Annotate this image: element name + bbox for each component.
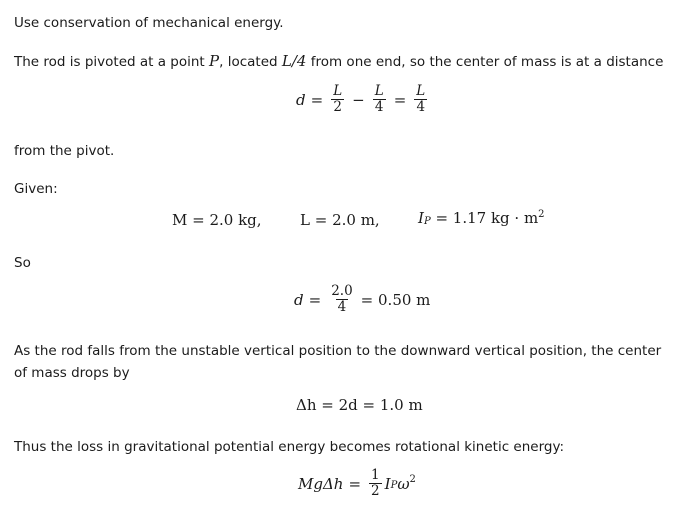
eq-d-lhs: d: [294, 290, 304, 309]
frac-den: 4: [374, 99, 384, 115]
equation-d-value: [294, 284, 430, 315]
frac-den: 2: [371, 483, 380, 499]
pivot-sentence: [14, 50, 663, 73]
frac-den: 4: [337, 299, 347, 315]
length-value: L = 2.0 m,: [300, 211, 380, 229]
pivot-point-symbol: P: [209, 52, 220, 70]
inertia-symbol: I: [418, 209, 424, 227]
inertia-subscript: P: [390, 480, 398, 491]
inertia-value: = 1.17 kg · m: [430, 209, 539, 227]
frac-num: 2.0: [331, 283, 353, 299]
omega-symbol: ω: [397, 474, 410, 493]
given-mass: [172, 211, 262, 229]
mass-value: M = 2.0 kg,: [172, 211, 262, 229]
inertia-exponent: 2: [538, 209, 545, 220]
equation-delta-h: [296, 396, 423, 414]
eq-minus: −: [352, 90, 365, 109]
energy-lhs: MgΔh: [298, 474, 344, 493]
inertia-subscript: P: [423, 216, 431, 227]
fraction-l-over-4: [373, 84, 386, 115]
frac-den: 4: [416, 99, 426, 115]
equation-energy: [298, 468, 416, 499]
frac-num: L: [333, 83, 343, 99]
fraction-one-half: [369, 468, 382, 499]
pivot-mid: , located: [219, 54, 282, 70]
eq-equals: =: [310, 90, 324, 109]
fraction-l-over-2: [331, 84, 344, 115]
delta-h-text: Δh = 2d = 1.0 m: [296, 396, 423, 414]
pivot-prefix: The rod is pivoted at a point: [14, 54, 210, 70]
frac-num: L: [374, 83, 384, 99]
eq-equals: =: [308, 290, 322, 309]
eq-d-result: = 0.50 m: [360, 290, 431, 309]
pivot-fraction: L/4: [281, 52, 307, 70]
frac-num: L: [416, 83, 426, 99]
omega-exponent: 2: [409, 474, 416, 485]
eq-equals-2: =: [393, 90, 407, 109]
given-label: Given:: [14, 181, 58, 197]
from-pivot-text: from the pivot.: [14, 143, 115, 159]
fraction-2-over-4: [329, 284, 354, 315]
given-length: [300, 211, 380, 229]
pivot-suffix: from one end, so the center of mass is at a distance: [306, 54, 664, 70]
eq-equals: =: [348, 474, 362, 493]
intro-text: Use conservation of mechanical energy.: [14, 15, 284, 31]
falls-text: As the rod falls from the unstable vertical position to the downward vertical position, the center of mass drops by: [14, 343, 662, 381]
so-text: So: [14, 255, 31, 271]
frac-num: 1: [371, 467, 380, 483]
fraction-l-over-4-result: [414, 84, 427, 115]
inertia-symbol: I: [384, 474, 391, 493]
given-inertia: [418, 209, 545, 227]
equation-d-definition: [296, 84, 430, 115]
thus-text: Thus the loss in gravitational potential energy becomes rotational kinetic energy:: [14, 439, 565, 455]
frac-den: 2: [333, 99, 342, 115]
eq-d-lhs: d: [296, 90, 306, 109]
